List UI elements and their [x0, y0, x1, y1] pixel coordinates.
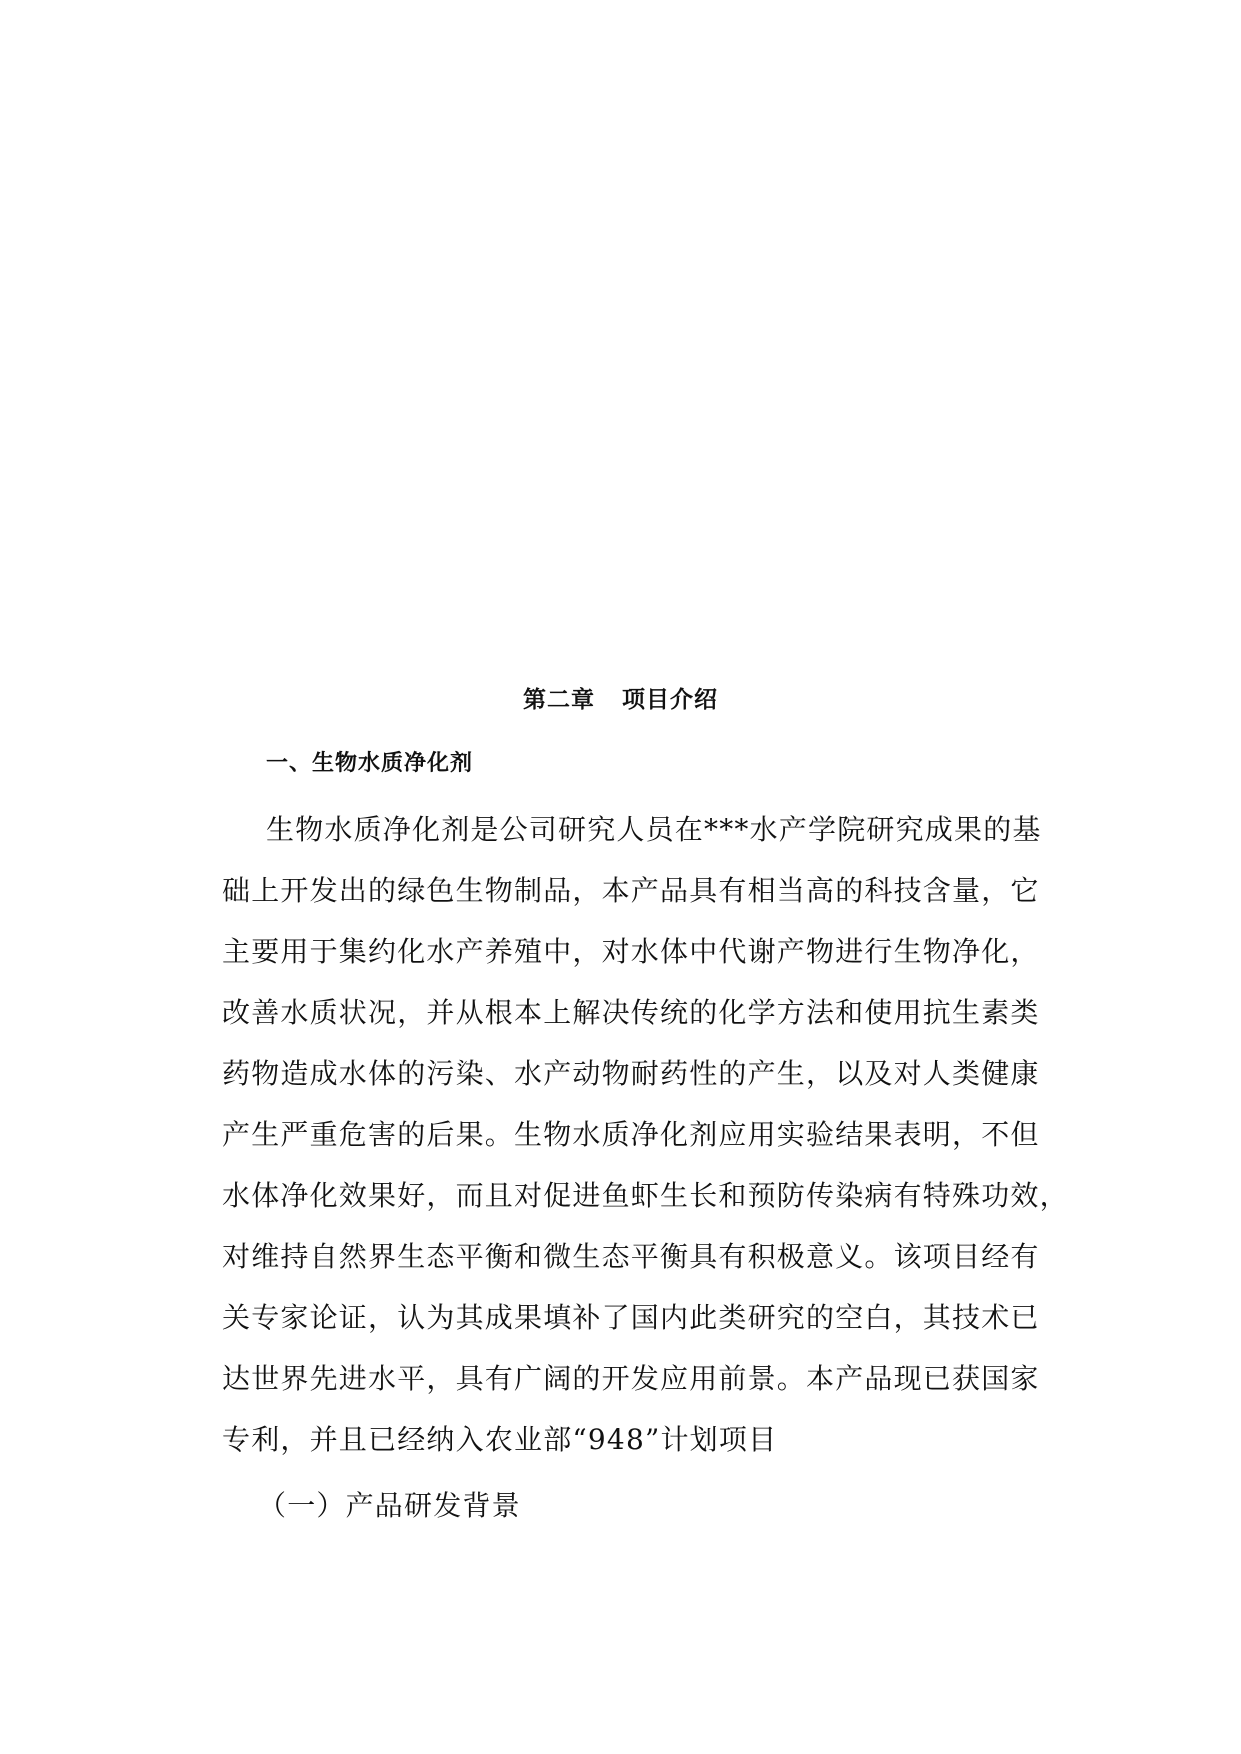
paragraph-line: 水体净化效果好，而且对促进鱼虾生长和预防传染病有特殊功效，: [222, 1179, 1069, 1212]
paragraph-line: 达世界先进水平，具有广阔的开发应用前景。本产品现已获国家: [222, 1362, 1040, 1395]
paragraph-line: 生物水质净化剂是公司研究人员在***水产学院研究成果的基: [266, 813, 1042, 846]
paragraph-line: 关专家论证，认为其成果填补了国内此类研究的空白，其技术已: [222, 1301, 1040, 1334]
paragraph-line: 对维持自然界生态平衡和微生态平衡具有积极意义。该项目经有: [222, 1240, 1040, 1273]
subsection-heading: （一）产品研发背景: [258, 1489, 521, 1522]
paragraph-line: 产生严重危害的后果。生物水质净化剂应用实验结果表明，不但: [222, 1118, 1040, 1151]
section-heading: 一、生物水质净化剂: [266, 751, 474, 776]
paragraph-line: 础上开发出的绿色生物制品，本产品具有相当高的科技含量，它: [222, 874, 1040, 907]
paragraph-line: 专利，并且已经纳入农业部“948”计划项目: [222, 1423, 778, 1456]
chapter-title: 第二章 项目介绍: [522, 687, 719, 713]
paragraph-line: 改善水质状况，并从根本上解决传统的化学方法和使用抗生素类: [222, 996, 1040, 1029]
paragraph-line: 药物造成水体的污染、水产动物耐药性的产生，以及对人类健康: [222, 1057, 1040, 1090]
paragraph-line: 主要用于集约化水产养殖中，对水体中代谢产物进行生物净化，: [222, 935, 1040, 968]
